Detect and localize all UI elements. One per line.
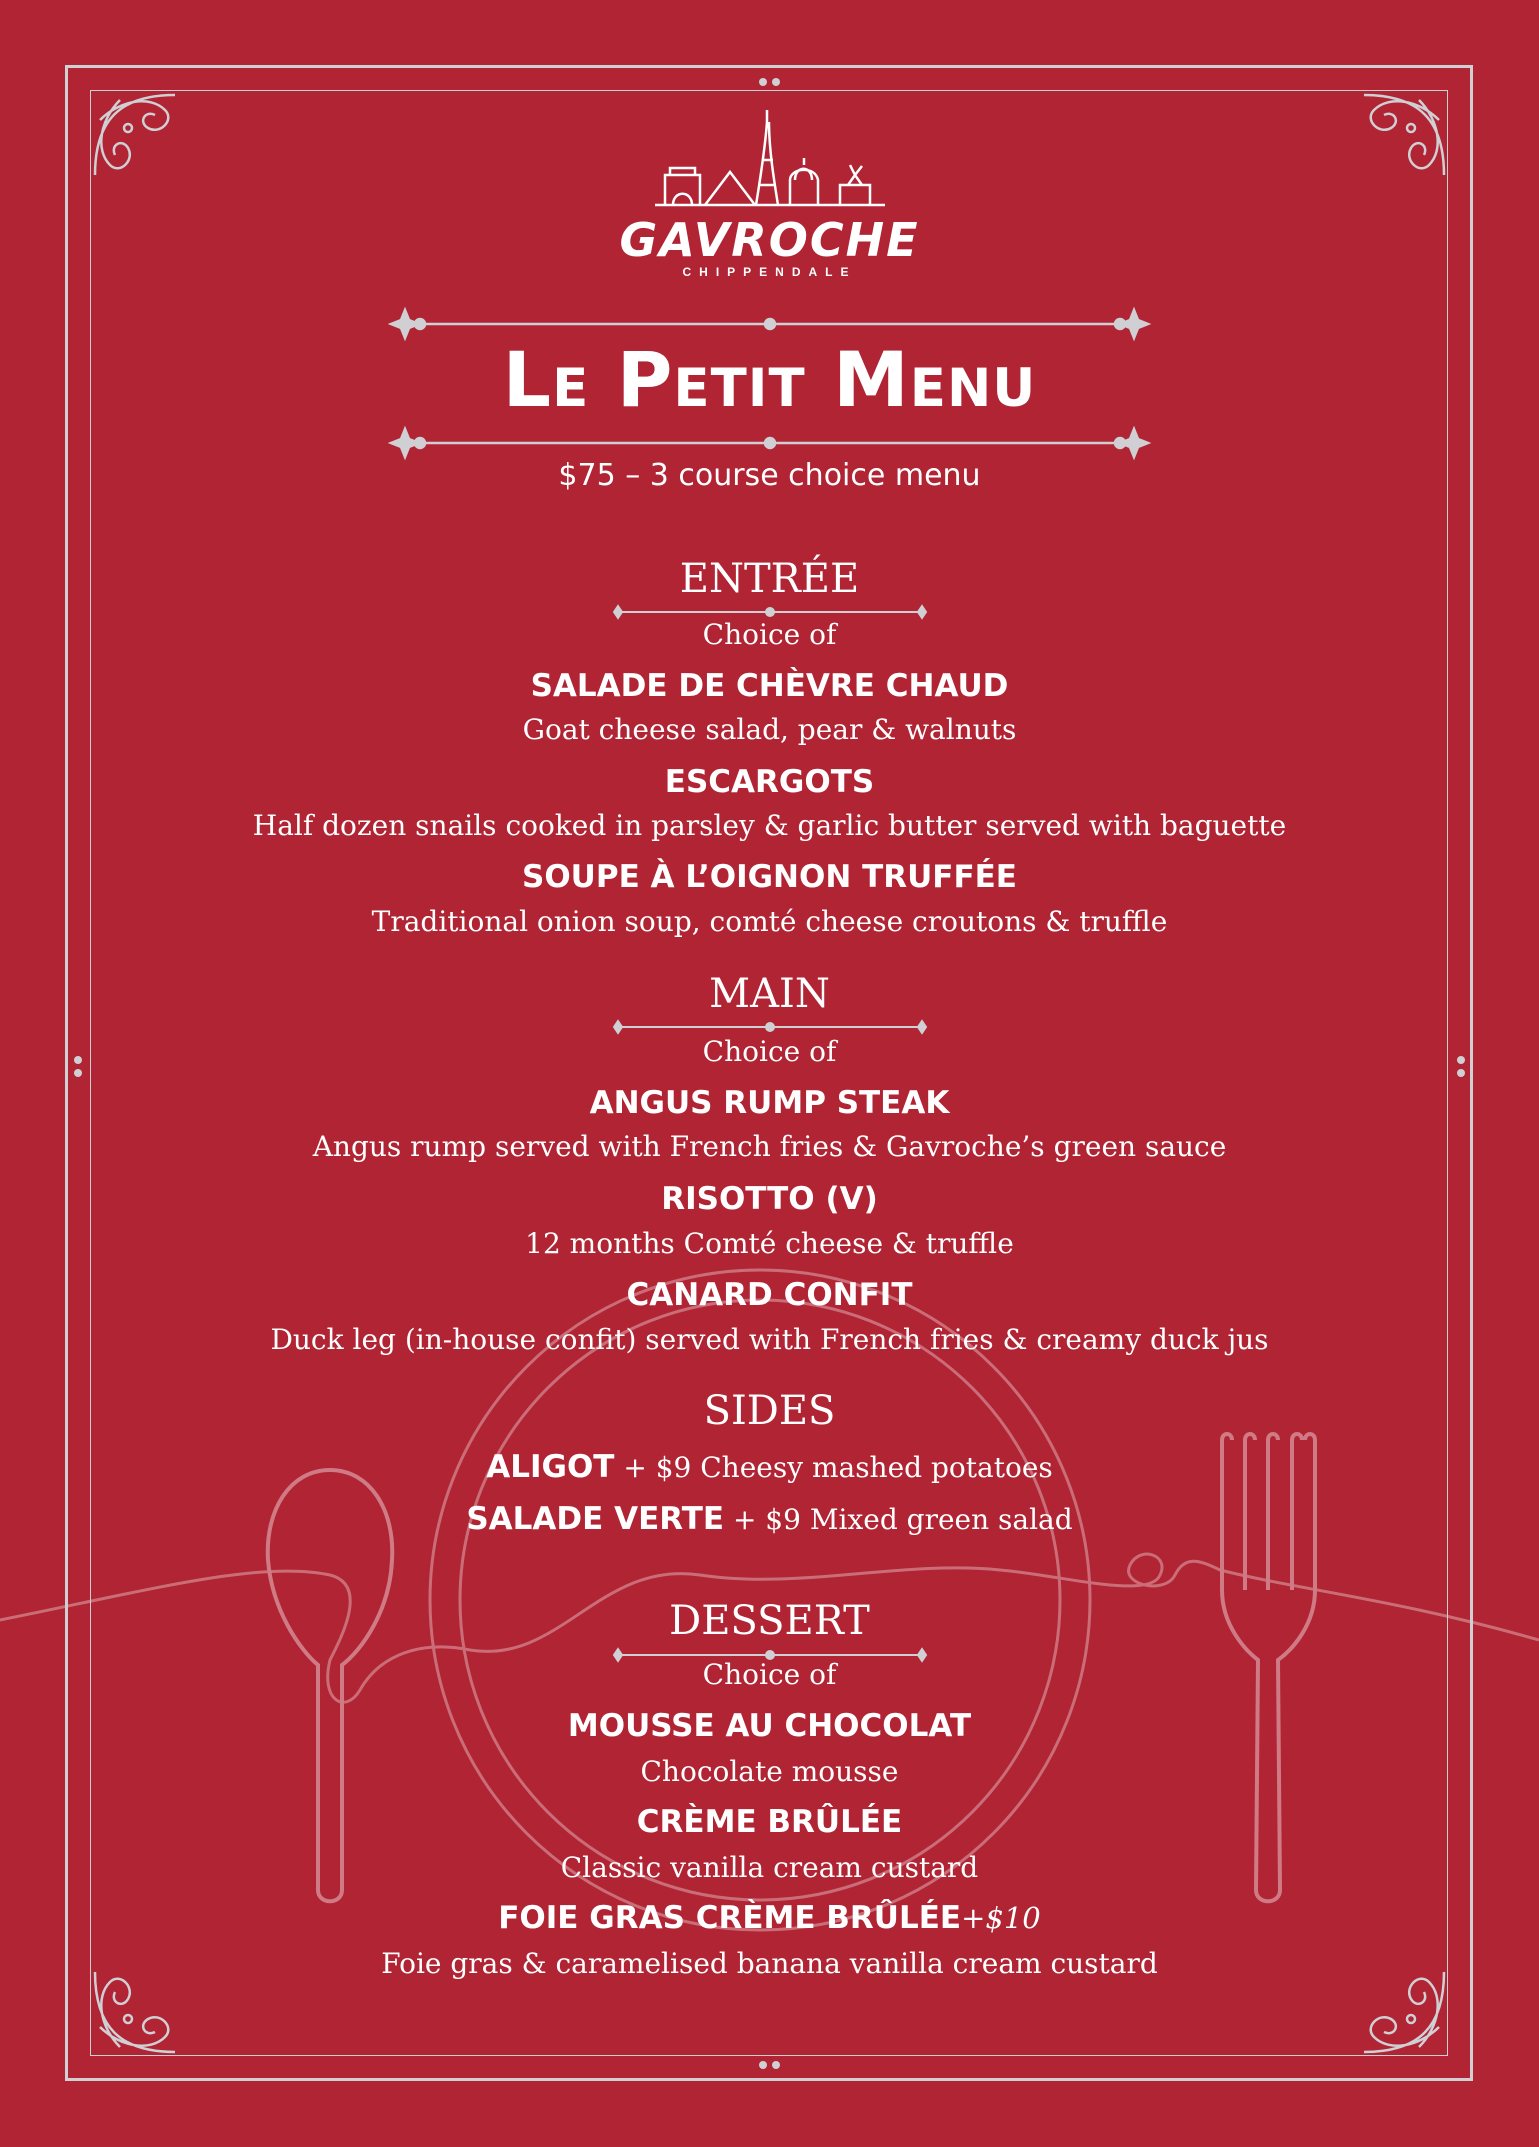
dessert-item-desc: Chocolate mousse	[640, 1755, 899, 1788]
dessert-item-name-row	[0, 1899, 1539, 1937]
main-item-desc: Duck leg (in-house confit) served with French fries & creamy duck jus	[270, 1323, 1269, 1356]
main-item-desc: 12 months Comté cheese & truffle	[525, 1227, 1014, 1260]
side-item	[0, 1500, 1539, 1539]
entree-heading: ENTRÉE	[679, 556, 860, 602]
dessert-item-name: FOIE GRAS CRÈME BRÛLÉE	[498, 1900, 962, 1936]
side-item-name: ALIGOT	[486, 1449, 615, 1485]
entree-item-desc: Half dozen snails cooked in parsley & garlic butter served with baguette	[252, 809, 1287, 842]
entree-item-desc: Traditional onion soup, comté cheese croutons & truffle	[371, 905, 1168, 938]
menu-title: Le Petit Menu	[502, 335, 1037, 424]
entree-item-name: ESCARGOTS	[664, 764, 875, 800]
main-item-name: CANARD CONFIT	[626, 1277, 913, 1313]
dessert-item-desc: Foie gras & caramelised banana vanilla cream custard	[381, 1947, 1158, 1980]
dessert-item-name: MOUSSE AU CHOCOLAT	[567, 1708, 972, 1744]
sides-heading: SIDES	[703, 1388, 836, 1434]
price-line: $75 – 3 course choice menu	[558, 458, 981, 493]
entree-choice-label: Choice of	[702, 618, 837, 651]
dessert-item-surcharge: +$10	[961, 1901, 1041, 1935]
side-item-desc: + $9 Mixed green salad	[724, 1503, 1073, 1536]
main-choice-label: Choice of	[702, 1035, 837, 1068]
dessert-heading: DESSERT	[669, 1598, 870, 1644]
entree-item-name: SALADE DE CHÈVRE CHAUD	[530, 668, 1009, 704]
brand-location: CHIPPENDALE	[682, 265, 857, 279]
main-item-name: ANGUS RUMP STEAK	[589, 1085, 950, 1121]
side-item-desc: + $9 Cheesy mashed potatoes	[614, 1451, 1053, 1484]
dessert-choice-label: Choice of	[702, 1658, 837, 1691]
entree-item-name: SOUPE À L’OIGNON TRUFFÉE	[522, 859, 1017, 895]
side-item	[0, 1448, 1539, 1487]
main-heading: MAIN	[709, 971, 830, 1017]
brand-name: GAVROCHE	[619, 213, 920, 267]
dessert-item-name: CRÈME BRÛLÉE	[636, 1804, 903, 1840]
dessert-item-desc: Classic vanilla cream custard	[560, 1851, 979, 1884]
entree-item-desc: Goat cheese salad, pear & walnuts	[522, 713, 1017, 746]
side-item-name: SALADE VERTE	[466, 1501, 725, 1537]
main-item-name: RISOTTO (V)	[661, 1181, 878, 1217]
main-item-desc: Angus rump served with French fries & Gavroche’s green sauce	[312, 1130, 1227, 1163]
